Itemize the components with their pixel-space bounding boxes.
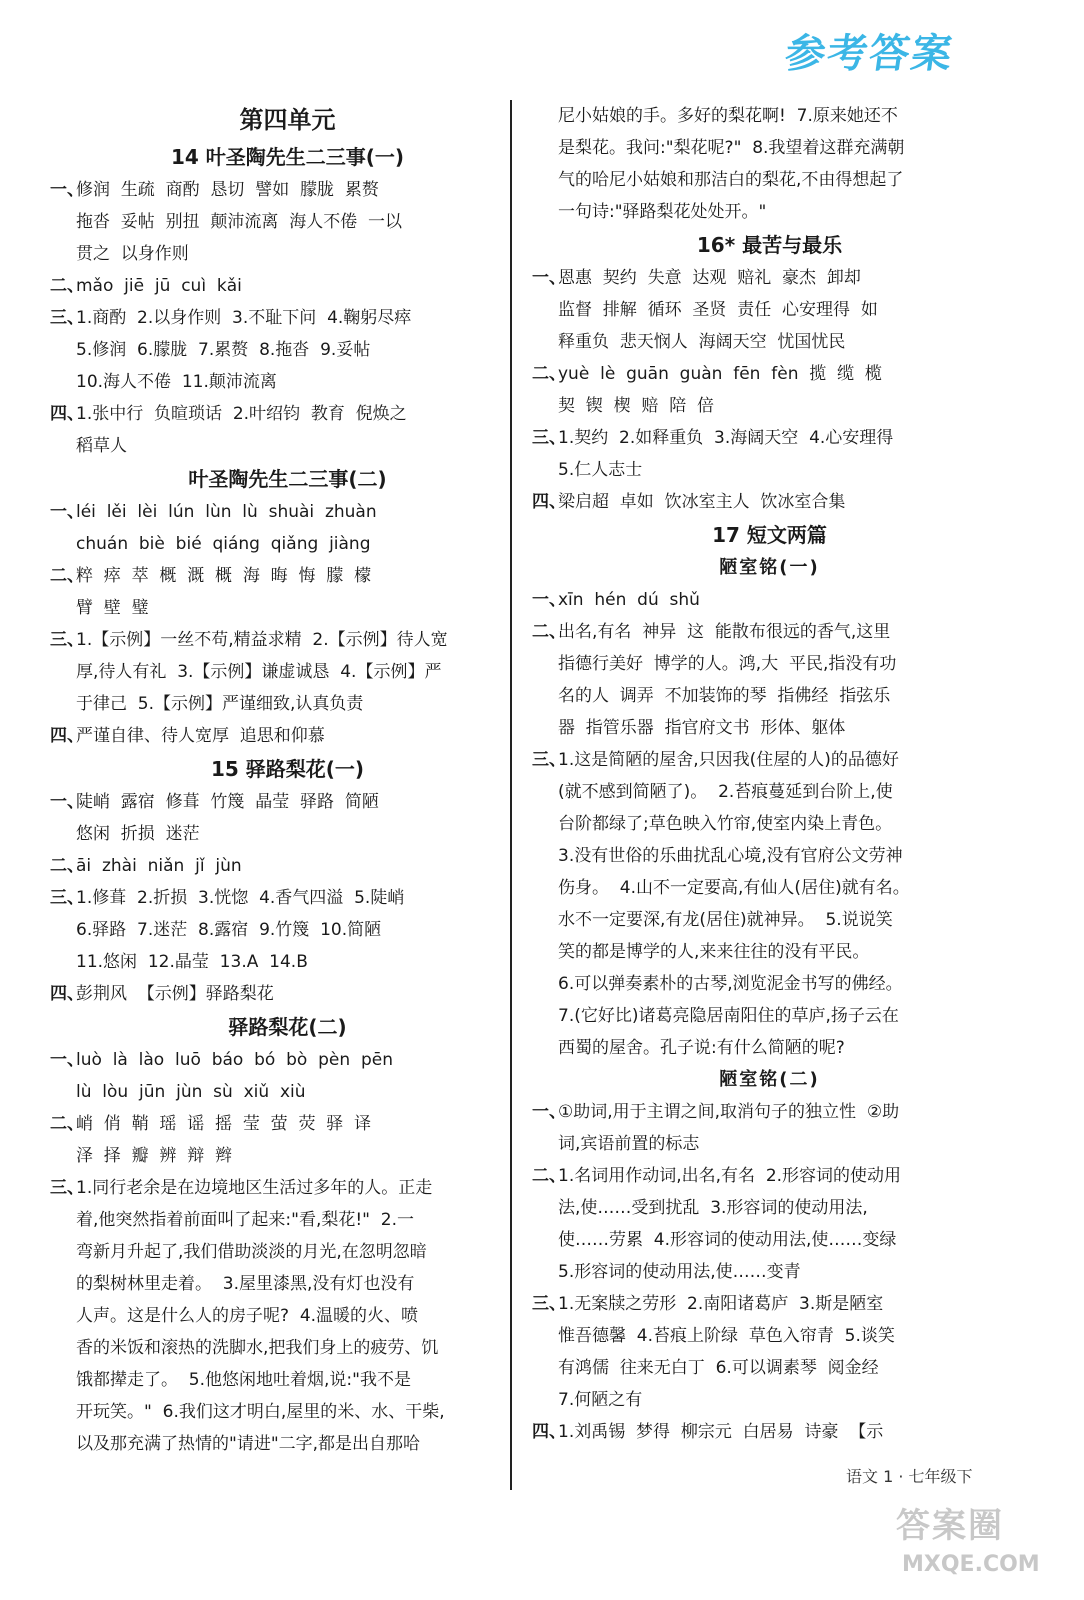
item-marker: 三、 bbox=[50, 888, 84, 908]
answer-item bbox=[532, 1096, 1007, 1160]
answer-item bbox=[50, 978, 525, 1010]
answer-item bbox=[532, 422, 1007, 486]
watermark-logo: 答案圈 bbox=[896, 1506, 1004, 1546]
watermark-url: MXQE.COM bbox=[902, 1552, 1040, 1577]
item-marker: 四、 bbox=[532, 492, 566, 512]
item-marker: 二、 bbox=[50, 1114, 84, 1134]
item-marker: 四、 bbox=[532, 1422, 566, 1442]
answer-text: léi lěi lèi lún lùn lù shuài zhuàn chuán biè bié qiáng qiǎng jiàng bbox=[76, 502, 377, 554]
lesson-title: 15 驿路梨花(一) bbox=[210, 757, 365, 781]
right-column bbox=[532, 100, 1007, 1448]
answer-item bbox=[50, 174, 525, 270]
answer-item bbox=[532, 584, 1007, 616]
answer-item bbox=[532, 262, 1007, 358]
item-marker: 三、 bbox=[532, 750, 566, 770]
brand-title: 参考答案 bbox=[782, 31, 957, 77]
footer-label: 语文 1 · 七年级下 bbox=[846, 1467, 973, 1486]
item-marker: 二、 bbox=[532, 364, 566, 384]
item-marker: 四、 bbox=[50, 984, 84, 1004]
lesson-title: 叶圣陶先生二三事(二) bbox=[188, 467, 387, 491]
answer-item bbox=[50, 302, 525, 398]
lesson-title: 14 叶圣陶先生二三事(一) bbox=[170, 145, 405, 169]
item-marker: 三、 bbox=[532, 428, 566, 448]
item-marker: 一、 bbox=[532, 268, 566, 288]
answer-text: 峭 俏 鞘 瑶 谣 摇 莹 萤 荧 驿 译 泽 择 瓣 辨 辩 辫 bbox=[76, 1114, 372, 1166]
answer-text: mǎo jiē jū cuì kǎi bbox=[76, 276, 242, 296]
item-marker: 一、 bbox=[50, 502, 84, 522]
answer-text: 1.契约 2.如释重负 3.海阔天空 4.心安理得 5.仁人志士 bbox=[558, 428, 894, 480]
item-marker: 三、 bbox=[50, 630, 84, 650]
answer-item bbox=[50, 1172, 525, 1460]
unit-title: 第四单元 bbox=[239, 106, 336, 134]
answer-text: 恩惠 契约 失意 达观 赔礼 豪杰 卸却 监督 排解 循环 圣贤 责任 心安理得 如 释重负 悲天悯人 海阔天空 忧国忧民 bbox=[558, 268, 878, 352]
answer-item bbox=[532, 1416, 1007, 1448]
answer-item bbox=[50, 882, 525, 978]
answer-text: āi zhài niǎn jǐ jùn bbox=[76, 856, 242, 876]
answer-text: 1.商酌 2.以身作则 3.不耻下问 4.鞠躬尽瘁 5.修润 6.朦胧 7.累赘 8.拖沓 9.妥帖 10.海人不倦 11.颠沛流离 bbox=[76, 308, 412, 392]
item-marker: 三、 bbox=[50, 1178, 84, 1198]
answer-text: 1.无案牍之劳形 2.南阳诸葛庐 3.斯是陋室 惟吾德馨 4.苔痕上阶绿 草色入帘青 5.谈笑 有鸿儒 往来无白丁 6.可以调素琴 阅金经 7.何陋之有 bbox=[558, 1294, 895, 1410]
answer-text: 1.修葺 2.折损 3.恍惚 4.香气四溢 5.陡峭 6.驿路 7.迷茫 8.露宿 9.竹篾 10.简陋 11.悠闲 12.晶莹 13.A 14.B bbox=[76, 888, 405, 972]
item-marker: 一、 bbox=[532, 1102, 566, 1122]
answer-item bbox=[532, 100, 1007, 228]
answer-text: 1.【示例】一丝不苟,精益求精 2.【示例】待人宽 厚,待人有礼 3.【示例】谦虚诚恳 4.【示例】严 于律己 5.【示例】严谨细致,认真负责 bbox=[76, 630, 448, 714]
answer-item bbox=[532, 616, 1007, 744]
item-marker: 二、 bbox=[532, 1166, 566, 1186]
answer-text: yuè lè guān guàn fēn fèn 揽 缆 榄 契 锲 楔 赔 陪 倍 bbox=[558, 364, 882, 416]
answer-text: 彭荆风 【示例】驿路梨花 bbox=[76, 984, 274, 1004]
answer-text: 1.名词用作动词,出名,有名 2.形容词的使动用 法,使……受到扰乱 3.形容词的使动用法, 使……劳累 4.形容词的使动用法,使……变绿 5.形容词的使动用法,使……变青 bbox=[558, 1166, 902, 1282]
answer-item bbox=[532, 744, 1007, 1064]
item-marker: 二、 bbox=[532, 622, 566, 642]
answer-text: 陡峭 露宿 修葺 竹篾 晶莹 驿路 简陋 悠闲 折损 迷茫 bbox=[76, 792, 379, 844]
item-marker: 二、 bbox=[50, 566, 84, 586]
item-marker: 四、 bbox=[50, 726, 84, 746]
answer-text: 1.张中行 负暄琐话 2.叶绍钧 教育 倪焕之 稻草人 bbox=[76, 404, 407, 456]
answer-item bbox=[50, 720, 525, 752]
answer-item bbox=[532, 1288, 1007, 1416]
item-marker: 三、 bbox=[532, 1294, 566, 1314]
answer-text: xīn hén dú shǔ bbox=[558, 590, 700, 610]
answer-item bbox=[50, 270, 525, 302]
answer-item bbox=[50, 560, 525, 624]
item-marker: 二、 bbox=[50, 856, 84, 876]
answer-text: 1.同行老余是在边境地区生活过多年的人。正走 着,他突然指着前面叫了起来:"看,梨花!" 2.一 弯新月升起了,我们借助淡淡的月光,在忽明忽暗 的梨树林里走着。 3.屋里漆黑,没有灯也没有 人声。这是什么人的房子呢? 4.温暖的火、喷 香的米饭和滚热的洗脚水,把我们身上的疲劳、饥 饿都撵走了。 5.他悠闲地吐着烟,说:"我不是 开玩笑。" 6.我们这才明白,屋里的米、水、干柴, 以及那充满了热情的"请进"二字,都是出自那哈 bbox=[76, 1178, 445, 1454]
sub-title: 陋室铭(一) bbox=[719, 557, 820, 578]
answer-text: 1.这是简陋的屋舍,只因我(住屋的人)的品德好 (就不感到简陋了)。 2.苔痕蔓延到台阶上,使 台阶都绿了;草色映入竹帘,使室内染上青色。 3.没有世俗的乐曲扰乱心境,没有官府公文劳神 伤身。 4.山不一定要高,有仙人(居住)就有名。 水不一定要深,有龙(居住)就神异。 5.说说笑 笑的都是博学的人,来来往往的没有平民。 6.可以弹奏素朴的古琴,浏览泥金书写的佛经。 7.(它好比)诸葛亮隐居南阳住的草庐,扬子云在 西蜀的屋舍。孔子说:有什么简陋的呢? bbox=[558, 750, 910, 1058]
answer-item bbox=[50, 1108, 525, 1172]
item-marker: 三、 bbox=[50, 308, 84, 328]
item-marker: 二、 bbox=[50, 276, 84, 296]
sub-title: 陋室铭(二) bbox=[719, 1069, 820, 1090]
answer-item bbox=[50, 398, 525, 462]
answer-item bbox=[50, 850, 525, 882]
lesson-title: 17 短文两篇 bbox=[712, 523, 827, 547]
item-marker: 一、 bbox=[532, 590, 566, 610]
answer-item bbox=[50, 496, 525, 560]
answer-text: 尼小姑娘的手。多好的梨花啊! 7.原来她还不 是梨花。我问:"梨花呢?" 8.我望着这群充满朝 气的哈尼小姑娘和那洁白的梨花,不由得想起了 一句诗:"驿路梨花处处开。" bbox=[558, 106, 905, 222]
item-marker: 一、 bbox=[50, 1050, 84, 1070]
answer-item bbox=[532, 1160, 1007, 1288]
answer-item bbox=[532, 486, 1007, 518]
left-column bbox=[50, 100, 525, 1460]
answer-text: ①助词,用于主谓之间,取消句子的独立性 ②助 词,宾语前置的标志 bbox=[558, 1102, 900, 1154]
answer-item bbox=[50, 1044, 525, 1108]
answer-text: 粹 瘁 萃 概 溉 概 海 晦 悔 朦 檬 臂 壁 璧 bbox=[76, 566, 372, 618]
item-marker: 一、 bbox=[50, 792, 84, 812]
item-marker: 一、 bbox=[50, 180, 84, 200]
answer-item bbox=[50, 786, 525, 850]
answer-text: luò là lào luō báo bó bò pèn pēn lù lòu jūn jùn sù xiǔ xiù bbox=[76, 1050, 393, 1102]
answer-text: 修润 生疏 商酌 恳切 譬如 朦胧 累赘 拖沓 妥帖 别扭 颠沛流离 海人不倦 一以 贯之 以身作则 bbox=[76, 180, 403, 264]
item-marker: 四、 bbox=[50, 404, 84, 424]
lesson-title: 驿路梨花(二) bbox=[228, 1015, 347, 1039]
answer-text: 严谨自律、待人宽厚 追思和仰慕 bbox=[76, 726, 325, 746]
item-marker bbox=[532, 100, 558, 228]
answer-text: 1.刘禹锡 梦得 柳宗元 白居易 诗豪 【示 bbox=[558, 1422, 884, 1442]
lesson-title: 16* 最苦与最乐 bbox=[696, 233, 843, 257]
answer-item bbox=[50, 624, 525, 720]
answer-text: 出名,有名 神异 这 能散布很远的香气,这里 指德行美好 博学的人。鸿,大 平民,指没有功 名的人 调弄 不加装饰的琴 指佛经 指弦乐 器 指管乐器 指官府文书 形体、躯体 bbox=[558, 622, 897, 738]
answer-item bbox=[532, 358, 1007, 422]
column-divider bbox=[510, 100, 512, 1490]
answer-text: 梁启超 卓如 饮冰室主人 饮冰室合集 bbox=[558, 492, 846, 512]
